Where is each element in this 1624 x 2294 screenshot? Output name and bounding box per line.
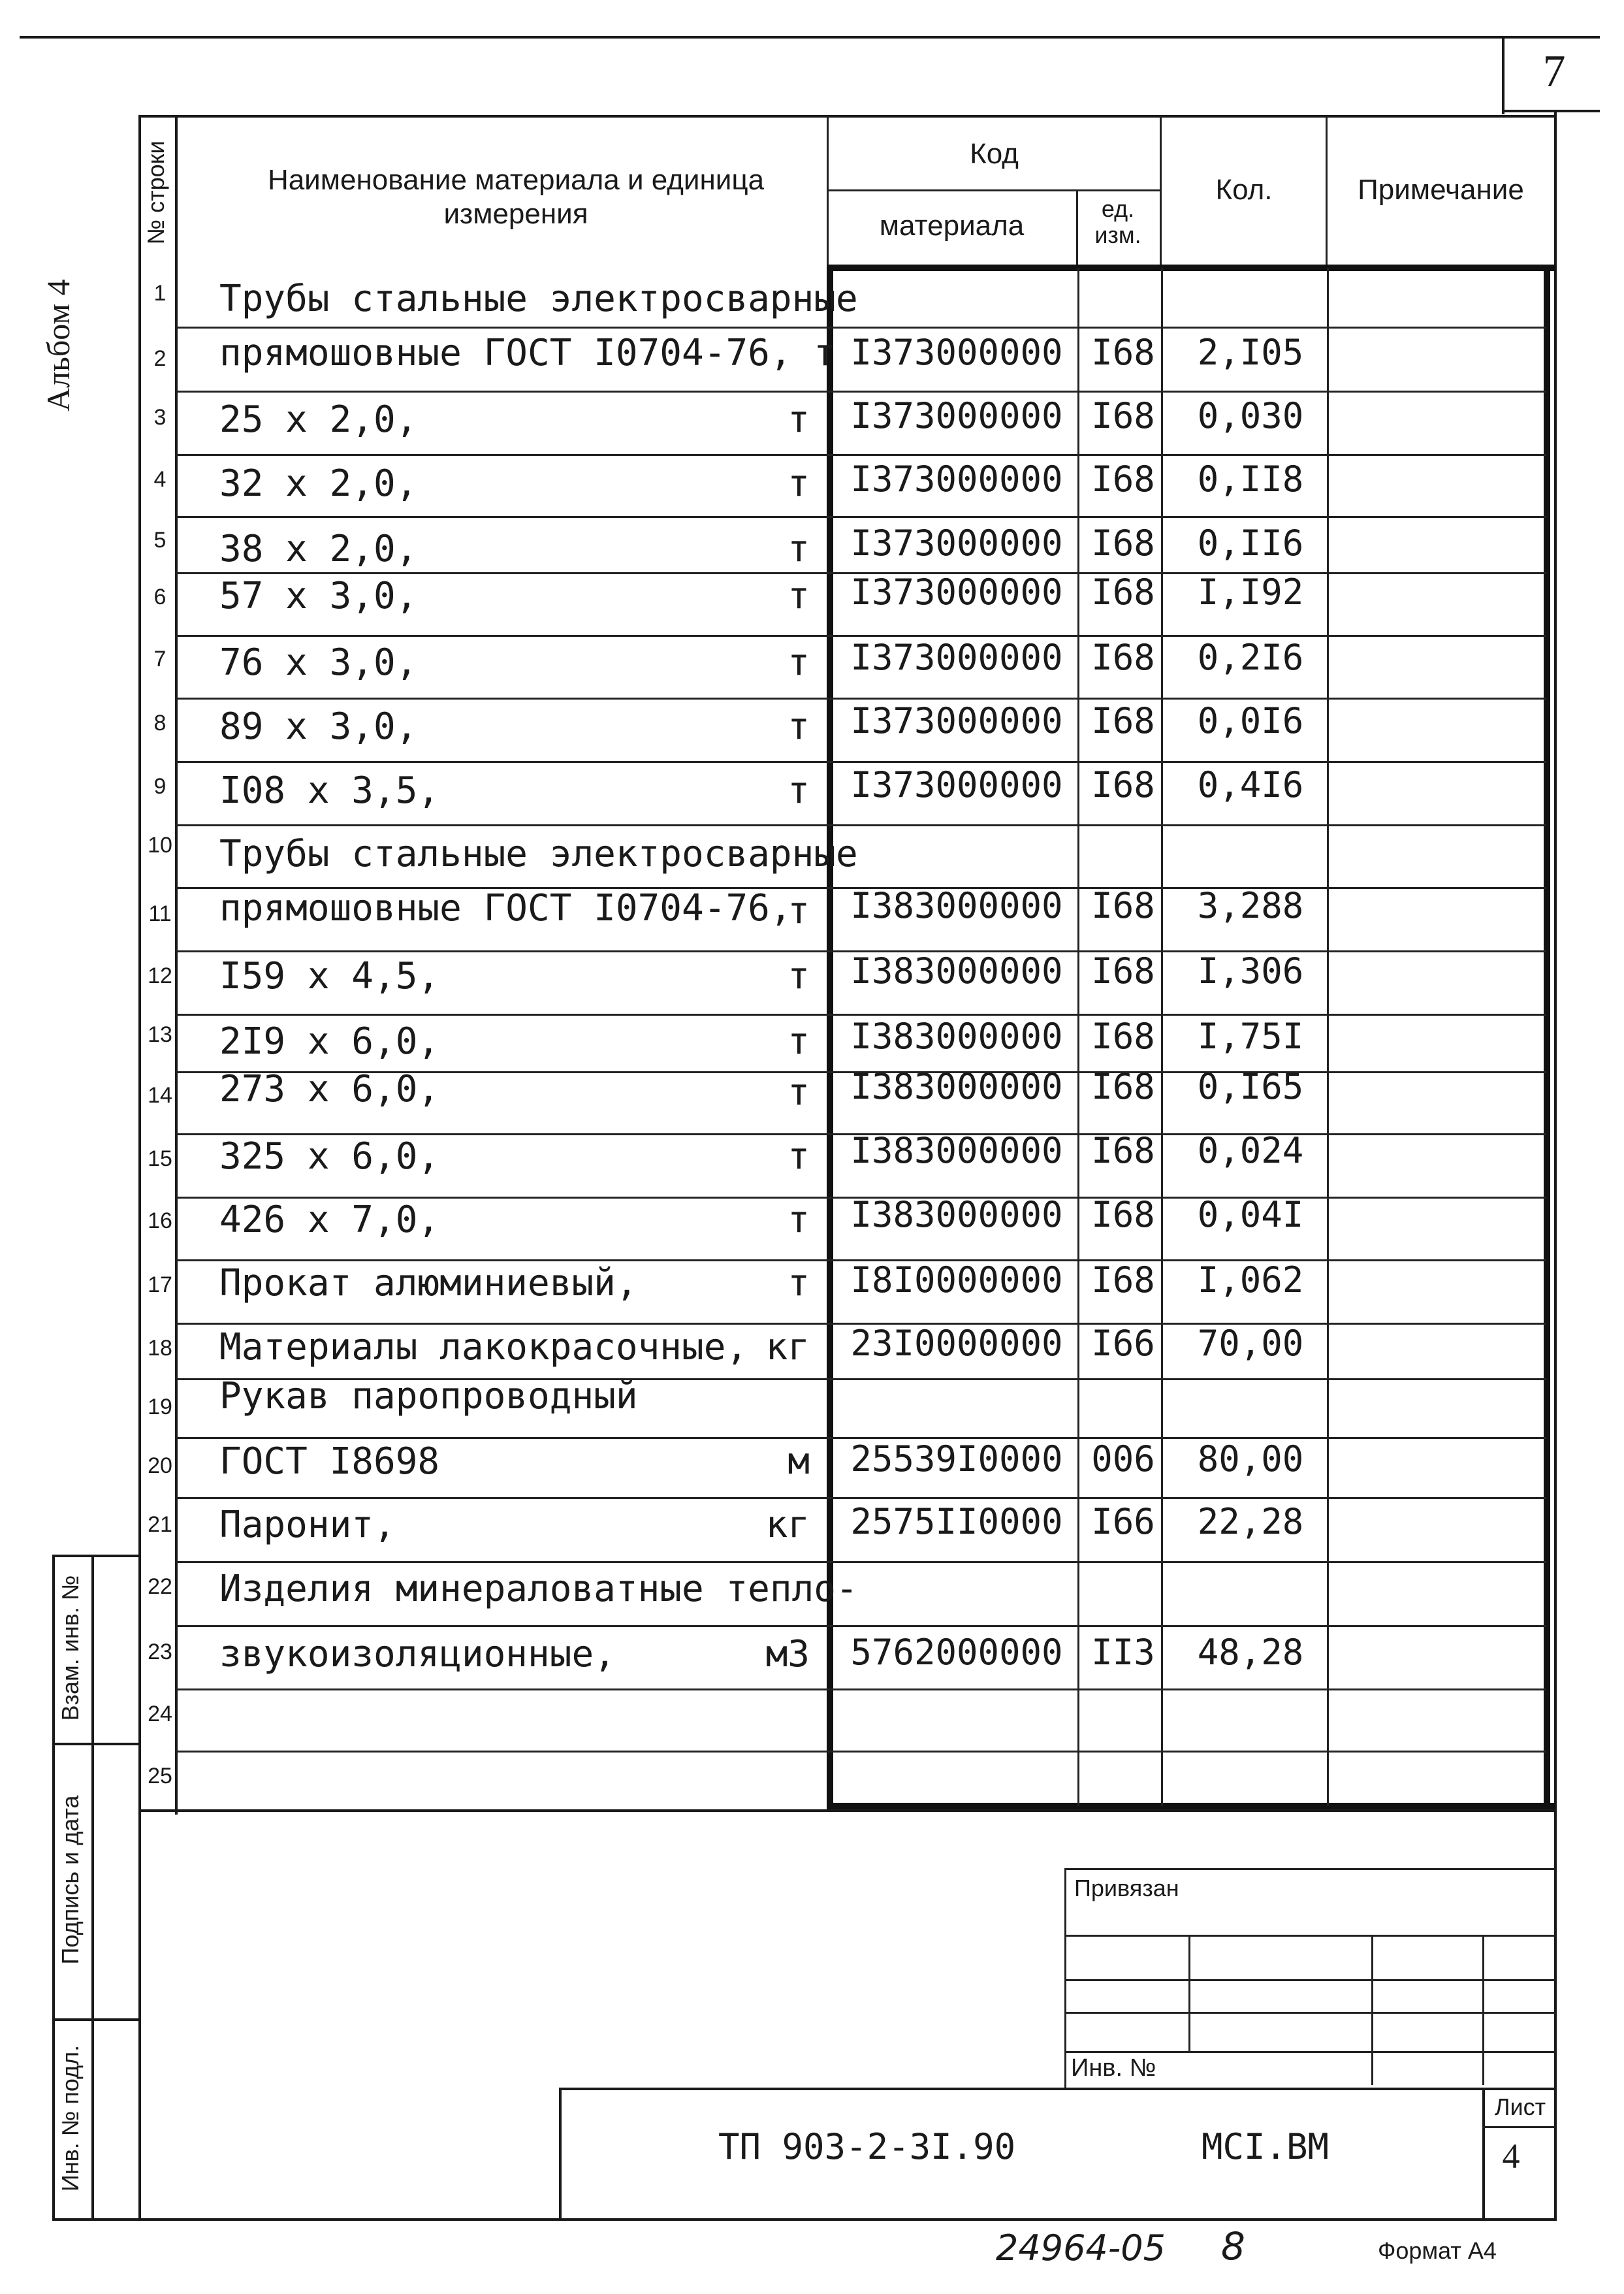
row-qty: I,062: [1197, 1259, 1304, 1300]
sheet-number-box-left: [1502, 36, 1505, 114]
row-line: [175, 454, 1546, 456]
side-stamp-vzam-inv: Взам. инв. №: [57, 1575, 84, 1721]
header-name: Наименование материала и единица измерения: [267, 164, 765, 230]
top-border-line: [20, 36, 1600, 39]
row-name: 273 х 6,0,: [219, 1068, 440, 1110]
row-code: I8I0000000: [850, 1259, 1063, 1300]
privyazan-col: [1482, 1935, 1484, 2085]
row-name: звукоизоляционные,: [219, 1633, 616, 1675]
row-unit: т: [788, 1020, 810, 1063]
data-box-bottom: [827, 1803, 1555, 1809]
row-unit: м3: [765, 1633, 810, 1675]
row-name: 76 х 3,0,: [219, 641, 418, 684]
row-code: I383000000: [850, 1130, 1063, 1171]
row-code: I383000000: [850, 950, 1063, 992]
row-number: 2: [153, 346, 167, 371]
row-code: I373000000: [850, 523, 1063, 564]
row-qty: 0,024: [1197, 1130, 1304, 1171]
data-box-right: [1544, 265, 1550, 1809]
format-label: Формат А4: [1378, 2237, 1497, 2264]
row-qty: 0,4I6: [1197, 764, 1304, 805]
header-qty: Кол.: [1215, 174, 1273, 206]
row-unit-code: I66: [1091, 1323, 1155, 1364]
row-unit: кг: [765, 1326, 810, 1368]
row-name: Паронит,: [219, 1504, 396, 1546]
designation: ТП 903-2-3I.90: [718, 2126, 1016, 2167]
row-number: 24: [148, 1702, 172, 1726]
row-code: I383000000: [850, 1194, 1063, 1235]
row-unit: т: [788, 528, 810, 570]
col-divider-note: [1327, 268, 1329, 1806]
side-stamp-line: [52, 2018, 138, 2021]
row-number: 6: [153, 585, 167, 609]
row-name: 38 х 2,0,: [219, 528, 418, 570]
row-qty: 48,28: [1197, 1632, 1304, 1673]
sheet-number-box-bottom: [1502, 110, 1600, 112]
side-stamp-left-edge: [52, 1555, 55, 2221]
row-unit: т: [788, 769, 810, 812]
header-code-subline: [827, 189, 1161, 191]
row-qty: 0,030: [1197, 395, 1304, 436]
stamp-top-line: [559, 2088, 1555, 2090]
header-note: Примечание: [1358, 174, 1524, 206]
row-unit: кг: [765, 1504, 810, 1546]
row-unit-code: I68: [1091, 523, 1155, 564]
table-top-line: [138, 115, 1555, 118]
row-qty: 0,II8: [1197, 459, 1304, 500]
row-unit: т: [788, 705, 810, 748]
row-unit: т: [788, 1071, 810, 1114]
inv-no-label: Инв. №: [1071, 2054, 1156, 2082]
row-unit-code: I68: [1091, 1016, 1155, 1057]
row-name: Трубы стальные электросварные: [219, 278, 858, 320]
privyazan-col: [1188, 1935, 1190, 2052]
row-name: I08 х 3,5,: [219, 769, 440, 812]
row-number: 4: [153, 467, 167, 492]
right-border-line: [1554, 110, 1557, 2218]
handwritten-suffix: 8: [1221, 2224, 1245, 2269]
row-unit-code: I68: [1091, 950, 1155, 992]
row-line: [175, 1497, 1546, 1499]
row-qty: 2,I05: [1197, 332, 1304, 373]
row-unit-code: I68: [1091, 885, 1155, 926]
row-line: [175, 698, 1546, 700]
row-qty: 0,2I6: [1197, 637, 1304, 678]
row-name: Изделия минераловатные тепло-: [219, 1568, 858, 1610]
row-number: 8: [153, 711, 167, 735]
row-number: 7: [153, 647, 167, 671]
row-number: 5: [153, 528, 167, 553]
header-divider-code: [827, 116, 829, 268]
row-code: I373000000: [850, 764, 1063, 805]
row-qty: I,I92: [1197, 572, 1304, 613]
data-box-top: [827, 265, 1555, 271]
handwritten-number: 24964-05: [996, 2227, 1166, 2269]
sheet-number-top: 7: [1542, 46, 1566, 97]
document-code: МСI.ВМ: [1202, 2126, 1329, 2167]
row-code: I373000000: [850, 700, 1063, 741]
row-code: 5762000000: [850, 1632, 1063, 1673]
privyazan-col: [1371, 1935, 1373, 2085]
row-unit-code: I68: [1091, 459, 1155, 500]
row-qty: 0,04I: [1197, 1194, 1304, 1235]
row-unit: т: [788, 1135, 810, 1178]
row-unit: т: [788, 955, 810, 997]
row-name: 325 х 6,0,: [219, 1135, 440, 1178]
row-number: 13: [148, 1022, 172, 1047]
row-number: 14: [148, 1083, 172, 1108]
privyazan-label: Привязан: [1074, 1875, 1179, 1901]
row-code: I373000000: [850, 637, 1063, 678]
row-name: I59 х 4,5,: [219, 955, 440, 997]
row-number: 19: [148, 1395, 172, 1419]
row-unit: т: [788, 1262, 810, 1304]
row-unit: т: [788, 1199, 810, 1241]
row-number: 20: [148, 1453, 172, 1478]
row-qty: 0,I65: [1197, 1066, 1304, 1107]
row-name: прямошовные ГОСТ I0704-76,: [219, 887, 792, 929]
row-number: 17: [148, 1272, 172, 1297]
row-number: 10: [148, 833, 172, 858]
row-code: I373000000: [850, 459, 1063, 500]
row-qty: 80,00: [1197, 1438, 1304, 1479]
header-divider-unit: [1076, 189, 1078, 268]
row-qty: 70,00: [1197, 1323, 1304, 1364]
header-code-group: Код: [970, 138, 1019, 170]
row-unit-code: I68: [1091, 1259, 1155, 1300]
row-name: Прокат алюминиевый,: [219, 1262, 638, 1304]
row-line: [175, 1625, 1546, 1627]
row-line: [175, 391, 1546, 393]
side-stamp-divider: [91, 1555, 94, 2221]
side-stamp-podpis-data: Подпись и дата: [57, 1795, 84, 1965]
row-name: Рукав паропроводный: [219, 1375, 638, 1417]
bottom-border-line: [52, 2218, 1557, 2221]
row-name: 2I9 х 6,0,: [219, 1020, 440, 1063]
row-name: 57 х 3,0,: [219, 575, 418, 617]
row-code: I383000000: [850, 1016, 1063, 1057]
privyazan-top: [1064, 1868, 1555, 1870]
side-stamp-top: [52, 1555, 138, 1557]
row-unit: т: [788, 575, 810, 617]
row-number: 11: [148, 901, 172, 926]
row-code: I383000000: [850, 1066, 1063, 1107]
table-bottom-line: [138, 1809, 1555, 1812]
row-number: 9: [153, 774, 167, 799]
row-qty: 0,II6: [1197, 523, 1304, 564]
row-line: [175, 1751, 1546, 1753]
row-name: 89 х 3,0,: [219, 705, 418, 748]
row-line: [175, 824, 1546, 826]
row-line: [175, 516, 1546, 518]
row-number: 16: [148, 1208, 172, 1233]
row-number: 15: [148, 1146, 172, 1171]
row-unit-code: I68: [1091, 637, 1155, 678]
album-label: Альбом 4: [40, 279, 76, 412]
row-unit: т: [788, 641, 810, 684]
sheet-label: Лист: [1494, 2093, 1546, 2120]
header-code-material: материала: [879, 210, 1025, 242]
row-code: I383000000: [850, 885, 1063, 926]
row-name: 426 х 7,0,: [219, 1199, 440, 1241]
row-line: [175, 1688, 1546, 1690]
row-line: [175, 761, 1546, 763]
side-stamp-inv-podl: Инв. № подл.: [57, 2044, 84, 2192]
row-unit-code: I68: [1091, 1066, 1155, 1107]
row-unit: т: [788, 398, 810, 441]
row-number: 21: [148, 1512, 172, 1537]
row-code: I373000000: [850, 395, 1063, 436]
row-unit: т: [788, 462, 810, 505]
row-number: 3: [153, 405, 167, 430]
row-line: [175, 327, 1546, 329]
row-line: [175, 1561, 1546, 1563]
side-stamp-line: [52, 1743, 138, 1745]
row-name: 32 х 2,0,: [219, 462, 418, 505]
row-unit-code: I68: [1091, 332, 1155, 373]
row-unit: т: [788, 890, 810, 932]
row-qty: 0,0I6: [1197, 700, 1304, 741]
row-qty: I,75I: [1197, 1016, 1304, 1057]
row-unit-code: 006: [1091, 1438, 1155, 1479]
sheet-value: 4: [1502, 2137, 1520, 2176]
row-number: 22: [148, 1574, 172, 1599]
stamp-sheet-line: [1482, 2126, 1555, 2128]
row-name: прямошовные ГОСТ I0704-76, т: [219, 332, 836, 374]
row-qty: 22,28: [1197, 1501, 1304, 1542]
row-number: 25: [148, 1764, 172, 1788]
row-unit-code: I68: [1091, 1194, 1155, 1235]
row-unit-code: I68: [1091, 572, 1155, 613]
header-divider-qty: [1160, 116, 1162, 268]
header-code-unit: ед. изм.: [1094, 195, 1141, 248]
row-unit-code: I68: [1091, 764, 1155, 805]
row-unit-code: I68: [1091, 1130, 1155, 1171]
header-row-no: № строки: [142, 140, 169, 245]
row-code: I373000000: [850, 572, 1063, 613]
row-name: Трубы стальные электросварные: [219, 833, 858, 875]
row-name: 25 х 2,0,: [219, 398, 418, 441]
row-code: 2575II0000: [850, 1501, 1063, 1542]
row-qty: 3,288: [1197, 885, 1304, 926]
row-code: 23I0000000: [850, 1323, 1063, 1364]
row-number: 12: [148, 963, 172, 988]
row-number: 18: [148, 1336, 172, 1361]
row-name: Материалы лакокрасочные,: [219, 1326, 748, 1368]
row-qty: I,306: [1197, 950, 1304, 992]
row-unit-code: I68: [1091, 395, 1155, 436]
row-unit-code: I66: [1091, 1501, 1155, 1542]
table-left-edge: [138, 116, 141, 2221]
row-code: 25539I0000: [850, 1438, 1063, 1479]
row-number: 1: [153, 281, 167, 306]
row-code: I373000000: [850, 332, 1063, 373]
row-name: ГОСТ I8698: [219, 1440, 440, 1483]
row-unit-code: I68: [1091, 700, 1155, 741]
row-unit-code: II3: [1091, 1632, 1155, 1673]
stamp-left-line: [559, 2088, 562, 2221]
row-number: 23: [148, 1640, 172, 1664]
header-divider-note: [1326, 116, 1328, 268]
row-unit: м: [788, 1440, 810, 1483]
col-divider-unit: [1077, 268, 1079, 1806]
